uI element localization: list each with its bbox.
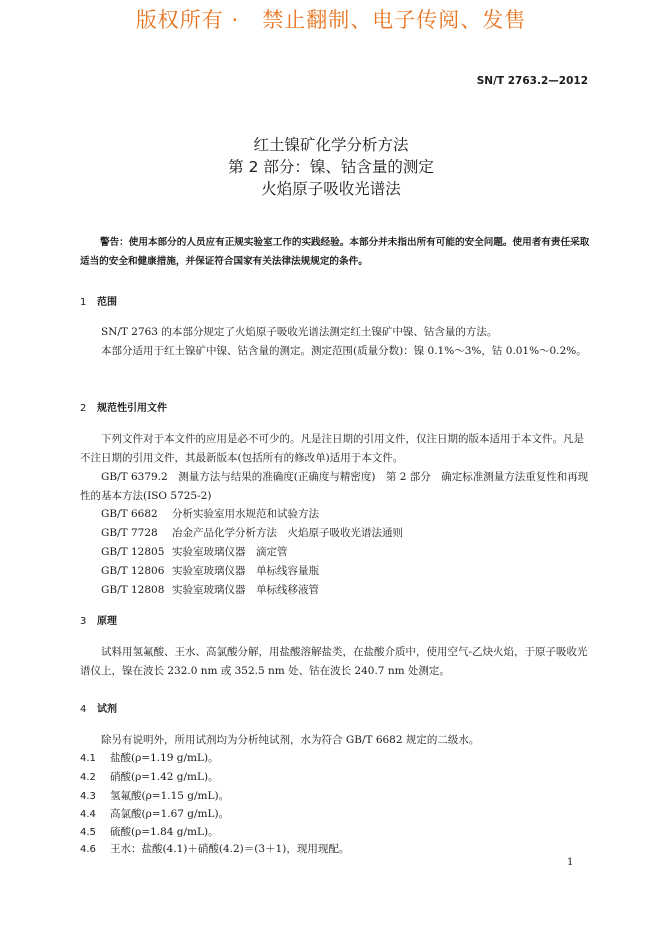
reagent-number: 4.1 [80,753,96,764]
warning-label: 警告： [100,237,129,248]
reference-code: GB/T 12805 [101,546,165,558]
warning-paragraph [80,233,592,271]
reference-code: GB/T 6682 [101,508,158,520]
normative-intro-paragraph: 下列文件对于本文件的应用是必不可少的。凡是注日期的引用文件，仅注日期的版本适用于本文件。凡是不注日期的引用文件，其最新版本(包括所有的修改单)适用于本文件。 [80,433,584,464]
section-title: 试剂 [97,704,117,715]
section-number: 1 [80,297,87,308]
section-number: 3 [80,616,87,627]
reagent-text: 氢氟酸(ρ=1.15 g/mL)。 [110,790,230,802]
reference-code: GB/T 12806 [101,565,165,577]
scope-paragraph-1: SN/T 2763 的本部分规定了火焰原子吸收光谱法测定红土镍矿中镍、钴含量的方法。 [101,326,498,338]
reference-code: GB/T 7728 [101,527,158,539]
reagent-text: 盐酸(ρ=1.19 g/mL)。 [110,752,219,764]
section-title: 范围 [97,297,117,308]
warning-text: 使用本部分的人员应有正规实验室工作的实践经验。本部分并未指出所有可能的安全问题。使用者有责任采取适当的安全和健康措施，并保证符合国家有关法律法规规定的条件。 [80,237,590,267]
reference-gbt-6379-2: GB/T 6379.2 测量方法与结果的准确度(正确度与精密度) 第 2 部分 确定标准测量方法重复性和再现性的基本方法(ISO 5725-2) [80,471,589,502]
reference-item [101,544,288,559]
reference-item [101,582,319,597]
reagent-text: 王水：盐酸(4.1)＋硝酸(4.2)＝(3＋1)，现用现配。 [110,843,350,855]
reagent-item [80,769,219,784]
section-title: 规范性引用文件 [97,403,167,414]
reference-item [101,506,319,521]
section-number: 2 [80,403,87,414]
document-title [0,134,662,200]
reference-title: 实验室玻璃仪器 滴定管 [172,546,288,558]
reagent-number: 4.4 [80,809,96,820]
reagent-item [80,824,219,839]
section-title: 原理 [97,616,117,627]
reagent-item [80,750,219,765]
standard-number: SN/T 2763.2—2012 [476,75,588,87]
reference-title: 实验室玻璃仪器 单标线移液管 [172,584,319,596]
reagent-item [80,806,229,821]
reagent-item [80,788,229,803]
section-number: 4 [80,704,87,715]
copyright-watermark: 版权所有 · 禁止翻制、电子传阅、发售 [135,8,527,32]
reagent-number: 4.5 [80,827,96,838]
principle-paragraph: 试料用氢氟酸、王水、高氯酸分解，用盐酸溶解盐类，在盐酸介质中，使用空气-乙炔火焰，于原子吸收光谱仪上，镍在波长 232.0 nm 或 352.5 nm 处、钴在波长 240.7 nm 处测定。 [80,646,588,677]
reagent-number: 4.2 [80,772,96,783]
section-heading-reagents [80,700,117,715]
reference-item [101,525,403,540]
reagent-number: 4.3 [80,791,96,802]
reference-title: 实验室玻璃仪器 单标线容量瓶 [172,565,319,577]
page-number: 1 [567,857,574,868]
title-line-1: 红土镍矿化学分析方法 [253,136,409,154]
reagent-number: 4.6 [80,844,96,855]
title-line-2: 第 2 部分：镍、钴含量的测定 [228,158,434,176]
reference-title: 冶金产品化学分析方法 火焰原子吸收光谱法通则 [172,527,403,539]
reference-item [101,563,319,578]
reagents-intro-paragraph: 除另有说明外，所用试剂均为分析纯试剂，水为符合 GB/T 6682 规定的二级水。 [101,734,480,746]
title-line-3: 火焰原子吸收光谱法 [261,180,401,198]
reagent-text: 硝酸(ρ=1.42 g/mL)。 [110,771,219,783]
section-heading-scope [80,293,117,308]
reagent-item [80,841,349,856]
section-heading-normative-references [80,399,167,414]
reference-title: 分析实验室用水规范和试验方法 [172,508,319,520]
reagent-text: 高氯酸(ρ=1.67 g/mL)。 [110,808,230,820]
section-heading-principle [80,612,117,627]
reference-code: GB/T 12808 [101,584,165,596]
reagent-text: 硫酸(ρ=1.84 g/mL)。 [110,826,219,838]
scope-paragraph-2: 本部分适用于红土镍矿中镍、钴含量的测定。测定范围(质量分数)：镍 0.1%～3%，钴 0.01%～0.2%。 [101,345,587,357]
